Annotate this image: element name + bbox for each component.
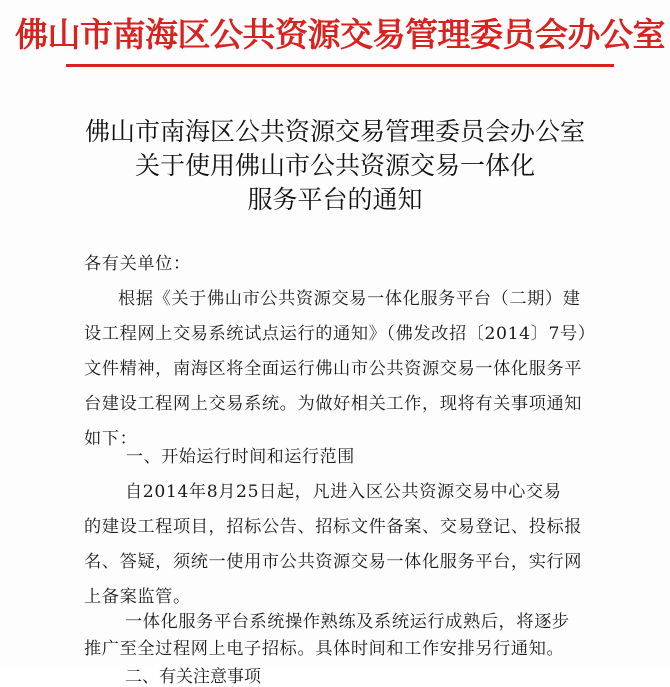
salutation: 各有关单位：: [84, 254, 191, 274]
notice-title-line-1: 佛山市南海区公共资源交易管理委员会办公室: [84, 117, 585, 146]
paragraph-2-line: 上备案监管。: [84, 587, 191, 607]
cut-off-section-2-heading: 二、有关注意事项: [125, 667, 261, 687]
paragraph-1-line: 如下：: [84, 429, 138, 449]
paragraph-1-line: 根据《关于佛山市公共资源交易一体化服务平台（二期）建: [118, 289, 581, 309]
letterhead-red-rule: [66, 64, 614, 67]
paragraph-1-line: 文件精神，南海区将全面运行佛山市公共资源交易一体化服务平: [84, 359, 583, 379]
notice-title-line-2: 关于使用佛山市公共资源交易一体化: [134, 151, 535, 180]
section-1-heading: 一、开始运行时间和运行范围: [126, 447, 355, 467]
paragraph-3-line: 推广至全过程网上电子招标。具体时间和工作安排另行通知。: [84, 639, 565, 659]
paragraph-2-line: 自2014年8月25日起，凡进入区公共资源交易中心交易: [125, 482, 562, 502]
notice-title-line-3: 服务平台的通知: [247, 185, 423, 214]
letterhead-org-name: 佛山市南海区公共资源交易管理委员会办公室: [15, 14, 665, 54]
paragraph-1-line: 设工程网上交易系统试点运行的通知》（佛发改招〔2014〕7号）: [84, 324, 596, 344]
paragraph-2-line: 名、答疑，须统一使用市公共资源交易一体化服务平台，实行网: [84, 552, 583, 572]
paragraph-2-line: 的建设工程项目，招标公告、招标文件备案、交易登记、投标报: [84, 517, 583, 537]
paragraph-1-line: 台建设工程网上交易系统。为做好相关工作，现将有关事项通知: [84, 394, 583, 414]
paragraph-3-line: 一体化服务平台系统操作熟练及系统运行成熟后，将逐步: [125, 612, 570, 632]
